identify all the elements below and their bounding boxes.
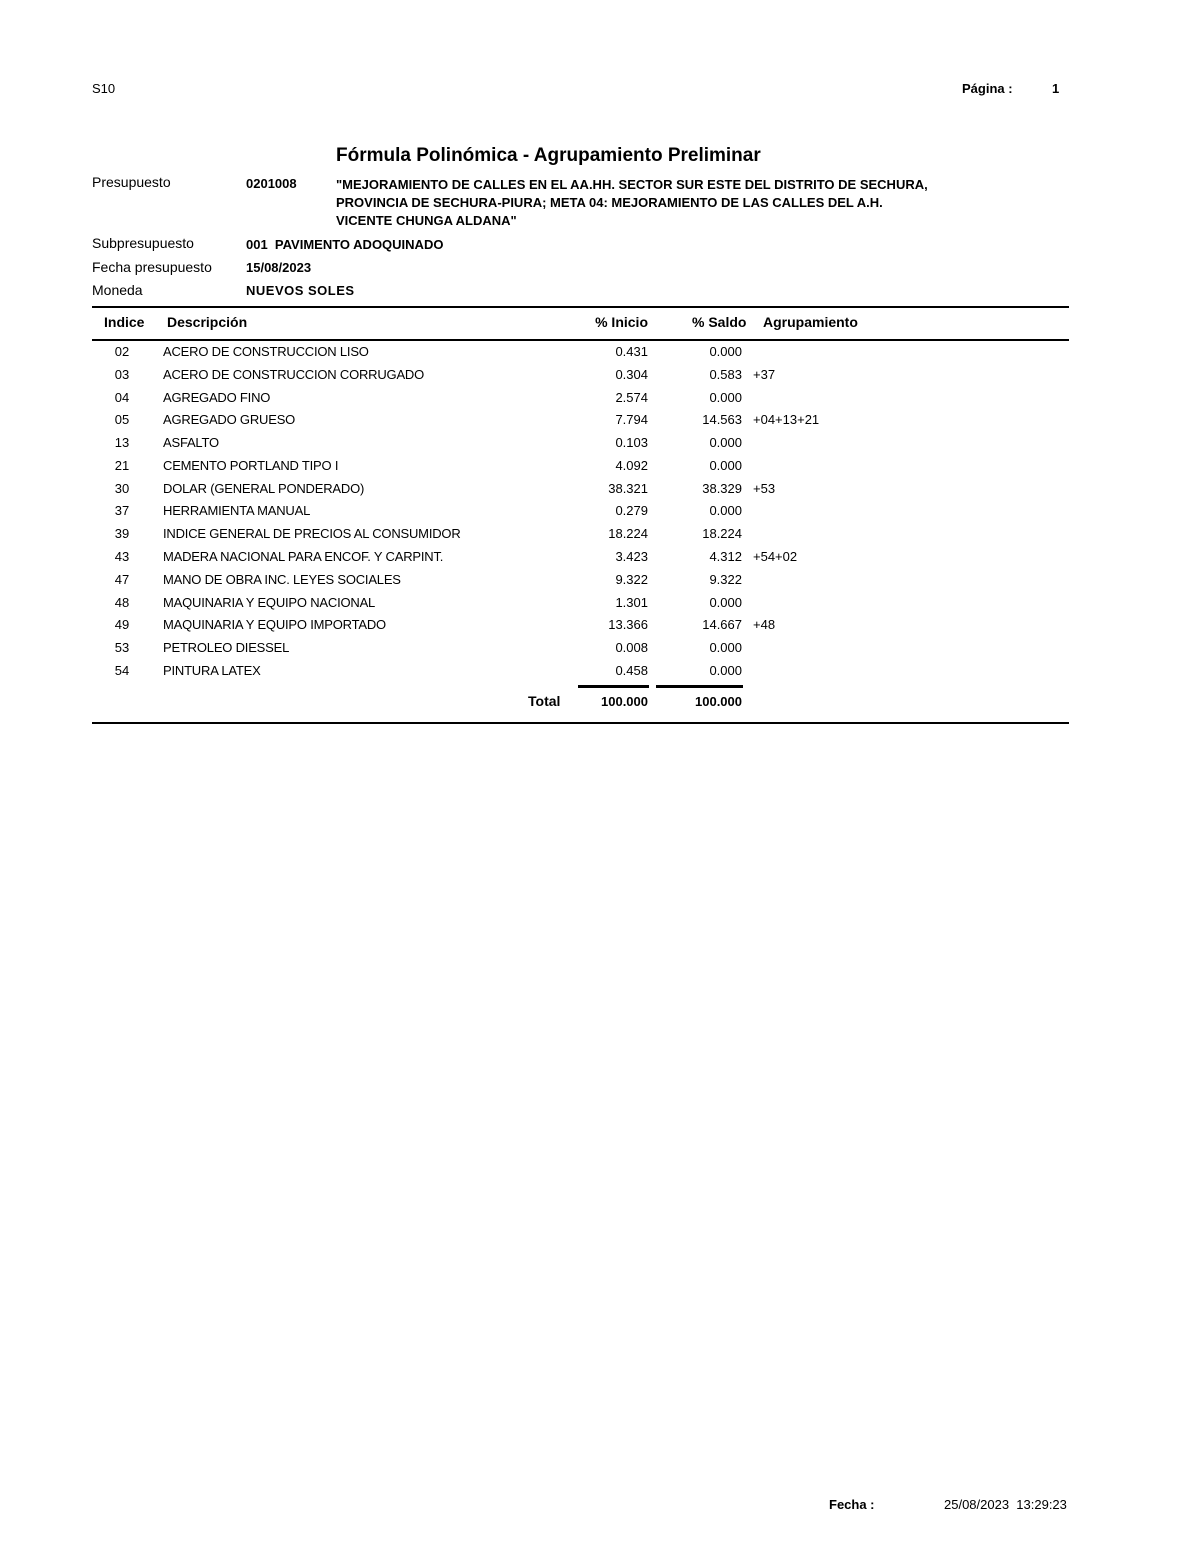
presupuesto-desc-line: PROVINCIA DE SECHURA-PIURA; META 04: MEJORAMIENTO DE LAS CALLES DEL A.H. [336,195,883,210]
header-descripcion: Descripción [167,314,248,330]
fecha-presupuesto-label: Fecha presupuesto [92,259,212,275]
cell-inicio: 38.321 [608,481,648,496]
cell-saldo: 0.000 [709,458,742,473]
cell-agrupamiento: +54+02 [753,549,798,564]
footer-fecha-label: Fecha : [829,1497,875,1512]
cell-inicio: 2.574 [615,390,648,405]
table-row [0,432,1200,454]
table-row [0,409,1200,431]
presupuesto-desc-line: VICENTE CHUNGA ALDANA" [336,213,517,228]
cell-descripcion: INDICE GENERAL DE PRECIOS AL CONSUMIDOR [163,526,461,541]
cell-inicio: 0.103 [615,435,648,450]
cell-agrupamiento: +48 [753,617,776,632]
cell-inicio: 0.304 [615,367,648,382]
cell-saldo: 14.563 [702,412,742,427]
table-row [0,637,1200,659]
cell-saldo: 38.329 [702,481,742,496]
subpresupuesto-label: Subpresupuesto [92,235,194,251]
table-row [0,387,1200,409]
cell-indice: 02 [114,344,130,359]
cell-descripcion: ASFALTO [163,435,219,450]
cell-indice: 49 [114,617,130,632]
cell-descripcion: AGREGADO GRUESO [163,412,296,427]
subpresupuesto-value: 001 PAVIMENTO ADOQUINADO [246,237,444,252]
total-label: Total [528,693,561,709]
cell-inicio: 1.301 [615,595,648,610]
table-row [0,614,1200,636]
total-inicio: 100.000 [601,694,648,709]
table-row [0,546,1200,568]
cell-indice: 43 [114,549,130,564]
presupuesto-desc-line: "MEJORAMIENTO DE CALLES EN EL AA.HH. SECTOR SUR ESTE DEL DISTRITO DE SECHURA, [336,177,928,192]
cell-descripcion: MADERA NACIONAL PARA ENCOF. Y CARPINT. [163,549,444,564]
total-saldo: 100.000 [695,694,742,709]
cell-saldo: 0.000 [709,503,742,518]
cell-saldo: 14.667 [702,617,742,632]
table-bottom-rule [92,722,1069,724]
table-row [0,592,1200,614]
cell-saldo: 4.312 [709,549,742,564]
cell-descripcion: ACERO DE CONSTRUCCION CORRUGADO [163,367,425,382]
cell-indice: 47 [114,572,130,587]
cell-saldo: 0.000 [709,640,742,655]
table-row [0,523,1200,545]
cell-saldo: 18.224 [702,526,742,541]
header-inicio: % Inicio [595,314,648,330]
cell-saldo: 0.000 [709,435,742,450]
cell-inicio: 18.224 [608,526,648,541]
cell-saldo: 0.000 [709,595,742,610]
cell-indice: 04 [114,390,130,405]
cell-descripcion: MANO DE OBRA INC. LEYES SOCIALES [163,572,401,587]
header-saldo: % Saldo [692,314,747,330]
cell-descripcion: PETROLEO DIESSEL [163,640,290,655]
cell-indice: 39 [114,526,130,541]
cell-inicio: 4.092 [615,458,648,473]
cell-inicio: 0.279 [615,503,648,518]
cell-descripcion: MAQUINARIA Y EQUIPO NACIONAL [163,595,376,610]
table-row [0,569,1200,591]
table-row [0,660,1200,682]
page-number: 1 [1052,81,1060,96]
cell-descripcion: HERRAMIENTA MANUAL [163,503,311,518]
cell-descripcion: MAQUINARIA Y EQUIPO IMPORTADO [163,617,386,632]
cell-inicio: 7.794 [615,412,648,427]
cell-inicio: 3.423 [615,549,648,564]
cell-descripcion: CEMENTO PORTLAND TIPO I [163,458,339,473]
cell-descripcion: DOLAR (GENERAL PONDERADO) [163,481,365,496]
cell-agrupamiento: +37 [753,367,776,382]
cell-indice: 53 [114,640,130,655]
report-title: Fórmula Polinómica - Agrupamiento Preliminar [336,145,761,166]
cell-descripcion: PINTURA LATEX [163,663,261,678]
cell-indice: 21 [114,458,130,473]
cell-saldo: 0.000 [709,344,742,359]
cell-indice: 03 [114,367,130,382]
page-label: Página : [962,81,1013,96]
cell-inicio: 9.322 [615,572,648,587]
cell-indice: 37 [114,503,130,518]
cell-inicio: 0.458 [615,663,648,678]
cell-descripcion: ACERO DE CONSTRUCCION LISO [163,344,369,359]
presupuesto-code: 0201008 [246,176,297,191]
cell-saldo: 0.583 [709,367,742,382]
cell-inicio: 0.008 [615,640,648,655]
cell-inicio: 13.366 [608,617,648,632]
table-row [0,455,1200,477]
system-code: S10 [92,81,116,96]
total-saldo-rule [656,685,743,688]
footer-fecha-value: 25/08/2023 13:29:23 [944,1497,1067,1512]
total-inicio-rule [578,685,649,688]
cell-saldo: 9.322 [709,572,742,587]
cell-indice: 48 [114,595,130,610]
table-row [0,478,1200,500]
cell-saldo: 0.000 [709,390,742,405]
fecha-presupuesto-value: 15/08/2023 [246,260,312,275]
moneda-label: Moneda [92,282,143,298]
cell-indice: 13 [114,435,130,450]
presupuesto-label: Presupuesto [92,174,171,190]
cell-indice: 30 [114,481,130,496]
cell-descripcion: AGREGADO FINO [163,390,271,405]
cell-indice: 05 [114,412,130,427]
table-row [0,500,1200,522]
cell-inicio: 0.431 [615,344,648,359]
cell-agrupamiento: +04+13+21 [753,412,820,427]
presupuesto-description [336,176,928,230]
table-row [0,364,1200,386]
cell-indice: 54 [114,663,130,678]
table-row [0,341,1200,363]
moneda-value: NUEVOS SOLES [246,283,355,298]
cell-saldo: 0.000 [709,663,742,678]
cell-agrupamiento: +53 [753,481,776,496]
header-agrupamiento: Agrupamiento [763,314,858,330]
table-top-rule [92,306,1069,308]
header-indice: Indice [104,314,145,330]
